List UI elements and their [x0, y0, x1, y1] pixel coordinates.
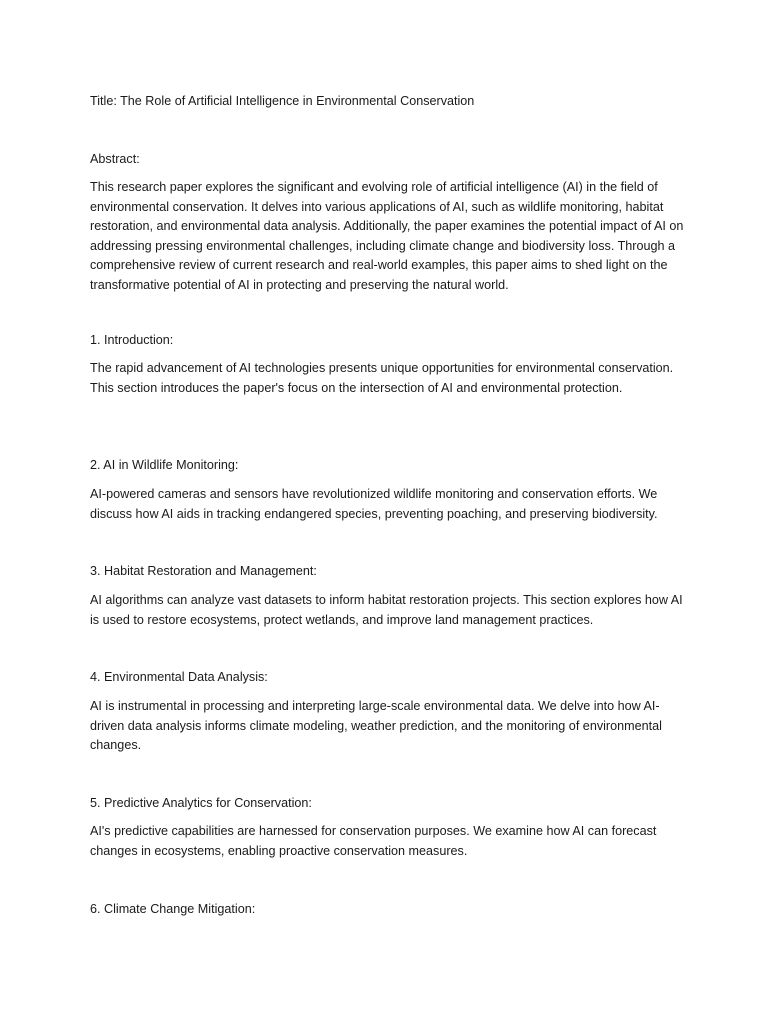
section-paragraph-predictive-analytics: AI's predictive capabilities are harnessed for conservation purposes. We examine how AI can forecast changes in ecosystems, enabling proactive conservation measures. — [90, 824, 657, 858]
abstract-heading: Abstract: — [90, 152, 140, 166]
abstract-paragraph: This research paper explores the significant and evolving role of artificial intelligence (AI) in the field of environmental conservation. It delves into various applications of AI, such as wildlife monitoring, habitat restoration, and environmental data analysis. Additionally, the paper examines the potential impact of AI on addressing pressing environmental challenges, including climate change and biodiversity loss. Through a comprehensive review of current research and real-world examples, this paper aims to shed light on the transformative potential of AI in protecting and preserving the natural world. — [90, 180, 684, 292]
section-paragraph-data-analysis: AI is instrumental in processing and interpreting large-scale environmental data. We delve into how AI-driven data analysis informs climate modeling, weather prediction, and the monitoring of environmental changes. — [90, 699, 662, 752]
section-paragraph-wildlife-monitoring: AI-powered cameras and sensors have revolutionized wildlife monitoring and conservation efforts. We discuss how AI aids in tracking endangered species, preventing poaching, and preserving biodiversity. — [90, 487, 658, 521]
section-heading-climate-mitigation: 6. Climate Change Mitigation: — [90, 902, 256, 916]
section-heading-data-analysis: 4. Environmental Data Analysis: — [90, 670, 268, 684]
document-title: Title: The Role of Artificial Intelligence in Environmental Conservation — [90, 94, 475, 108]
section-heading-introduction: 1. Introduction: — [90, 333, 174, 347]
section-heading-predictive-analytics: 5. Predictive Analytics for Conservation: — [90, 796, 312, 810]
section-heading-wildlife-monitoring: 2. AI in Wildlife Monitoring: — [90, 458, 239, 472]
section-paragraph-habitat-restoration: AI algorithms can analyze vast datasets to inform habitat restoration projects. This section explores how AI is used to restore ecosystems, protect wetlands, and improve land management practices. — [90, 593, 683, 627]
section-paragraph-introduction: The rapid advancement of AI technologies presents unique opportunities for environmental conservation. This section introduces the paper's focus on the intersection of AI and environmental protection. — [90, 361, 674, 395]
section-heading-habitat-restoration: 3. Habitat Restoration and Management: — [90, 564, 317, 578]
